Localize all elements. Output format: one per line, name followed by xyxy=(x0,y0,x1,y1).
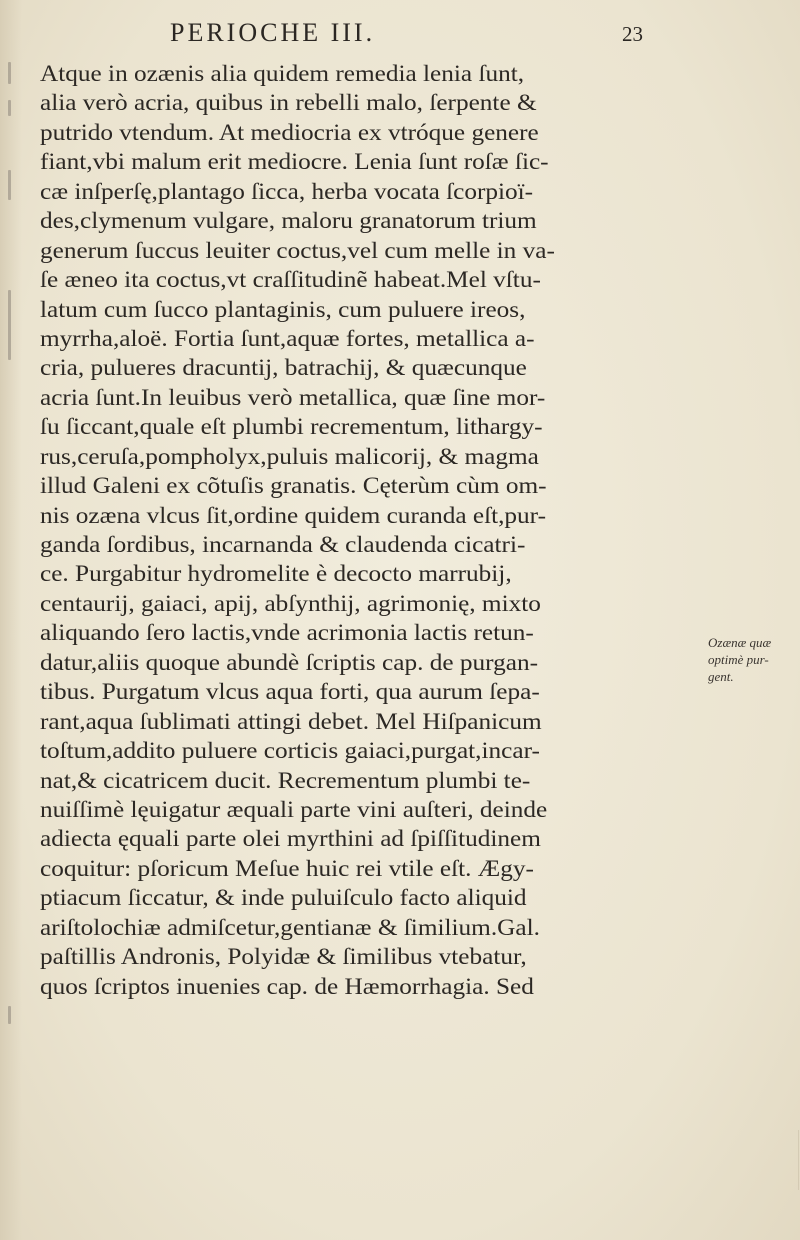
text-line: illud Galeni ex cõtuſis granatis. Cęterùm cùm om- xyxy=(40,473,547,500)
page-header xyxy=(0,18,800,52)
text-line: tibus. Purgatum vlcus aqua forti, qua aurum ſepa- xyxy=(40,679,540,706)
text-line: ſu ſiccant,quale eſt plumbi recrementum, lithargy- xyxy=(40,414,543,441)
edge-mark xyxy=(8,170,11,200)
text-line: cæ inſperſę,plantago ſicca, herba vocata ſcorpioï- xyxy=(40,178,534,205)
text-line: ariſtolochiæ admiſcetur,gentianæ & ſimilium.Gal. xyxy=(40,914,540,941)
text-line: aliquando ſero lactis,vnde acrimonia lactis retun- xyxy=(40,620,534,647)
edge-mark xyxy=(8,100,11,116)
text-line: des,clymenum vulgare, maloru granatorum trium xyxy=(40,208,537,235)
text-line: paſtillis Andronis, Polyidæ & ſimilibus vtebatur, xyxy=(40,944,527,971)
body-text xyxy=(40,60,700,1002)
text-line: ganda ſordibus, incarnanda & claudenda cicatri- xyxy=(40,532,526,558)
margin-note-line: gent. xyxy=(708,669,734,684)
text-line: Atque in ozænis alia quidem remedia lenia ſunt, xyxy=(40,61,525,87)
text-line: rant,aqua ſublimati attingi debet. Mel Hiſpanicum xyxy=(40,708,542,735)
text-line: latum cum ſucco plantaginis, cum puluere ireos, xyxy=(40,296,526,323)
text-line: generum ſuccus leuiter coctus,vel cum melle in va- xyxy=(40,237,555,264)
margin-note-line: optimè pur- xyxy=(708,652,769,667)
margin-note-line: Ozænæ quæ xyxy=(708,635,772,650)
gutter-shadow xyxy=(0,0,22,1240)
text-line: ptiacum ſiccatur, & inde puluiſculo facto aliquid xyxy=(40,885,527,912)
running-head: PERIOCHE III. xyxy=(170,18,376,47)
page-number: 23 xyxy=(622,22,643,46)
text-line: nat,& cicatricem ducit. Recrementum plumbi te- xyxy=(40,767,531,794)
edge-mark xyxy=(8,62,11,84)
edge-mark xyxy=(8,1006,11,1024)
text-line: nis ozæna vlcus ſit,ordine quidem curanda eſt,pur- xyxy=(40,502,547,529)
text-line: rus,ceruſa,pompholyx,puluis malicorij, & magma xyxy=(40,443,539,470)
text-line: centaurij, gaiaci, apij, abſynthij, agrimonię, mixto xyxy=(40,590,541,617)
text-line: quos ſcriptos inuenies cap. de Hæmorrhagia. Sed xyxy=(40,973,534,1000)
text-line: fiant,vbi malum erit mediocre. Lenia ſunt roſæ ſic- xyxy=(40,149,549,176)
text-line: adiecta ęquali parte olei myrthini ad ſpiſſitudinem xyxy=(40,826,541,853)
text-line: nuiſſimè lęuigatur æquali parte vini auſteri, deinde xyxy=(40,796,548,823)
text-line: alia verò acria, quibus in rebelli malo, ſerpente & xyxy=(40,90,537,117)
text-line: cria, pulueres dracuntij, batrachij, & quæcunque xyxy=(40,355,527,382)
text-line: myrrha,aloë. Fortia ſunt,aquæ fortes, metallica a- xyxy=(40,325,535,352)
text-line: ſe æneo ita coctus,vt craſſitudinẽ habeat.Mel vſtu- xyxy=(40,267,541,294)
faint-edge-mark xyxy=(772,1130,799,1190)
edge-mark xyxy=(8,290,11,360)
text-line: acria ſunt.In leuibus verò metallica, quæ ſine mor- xyxy=(40,384,546,411)
text-line: toſtum,addito puluere corticis gaiaci,purgat,incar- xyxy=(40,738,540,765)
text-line: datur,aliis quoque abundè ſcriptis cap. de purgan- xyxy=(40,649,538,676)
text-line: coquitur: pſoricum Meſue huic rei vtile eſt. Ægy- xyxy=(40,855,534,882)
margin-note xyxy=(708,634,800,685)
text-line: ce. Purgabitur hydromelite è decocto marrubij, xyxy=(40,561,512,588)
text-line: putrido vtendum. At mediocria ex vtróque genere xyxy=(40,119,539,146)
